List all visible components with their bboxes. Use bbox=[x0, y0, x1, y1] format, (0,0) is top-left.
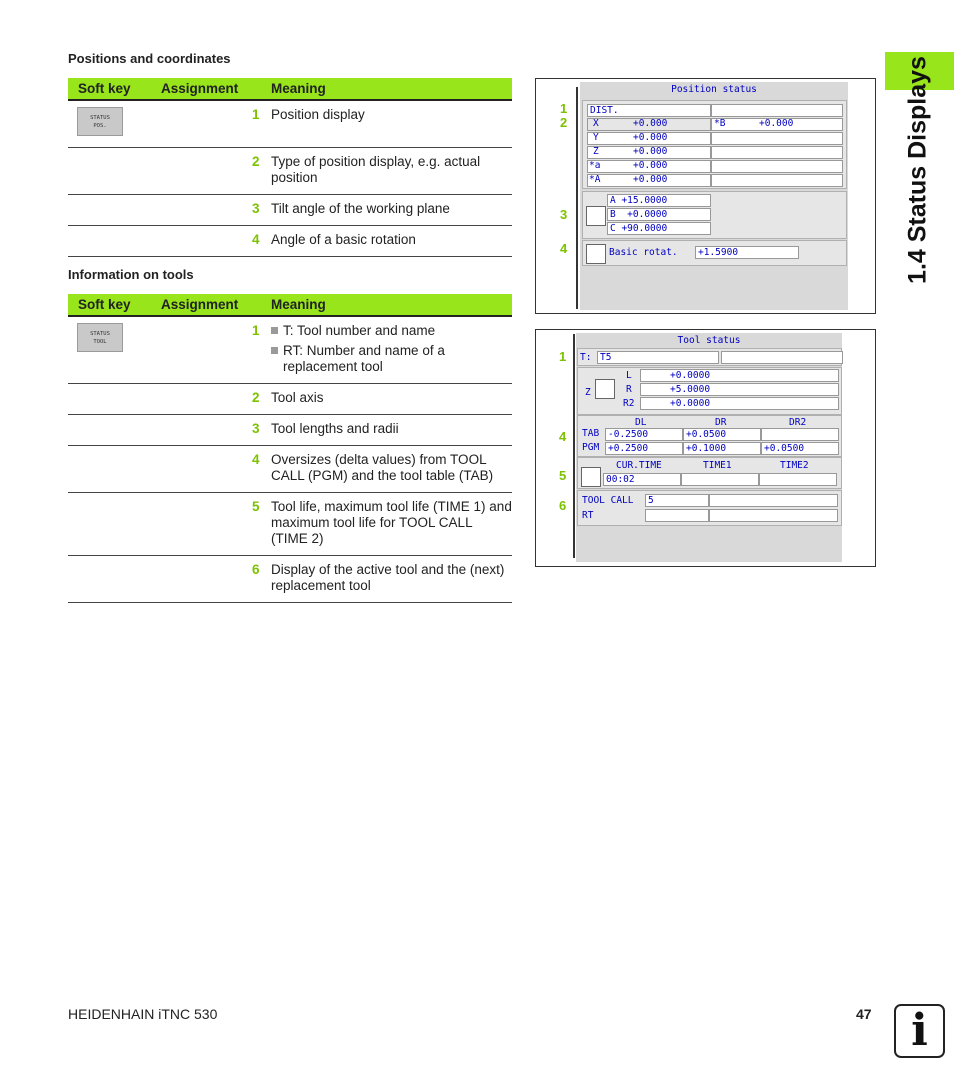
info-icon: i bbox=[894, 1004, 945, 1058]
tool-life-icon bbox=[581, 467, 601, 487]
meaning-text: Tool lengths and radii bbox=[271, 415, 512, 446]
basic-rotation-icon bbox=[586, 244, 606, 264]
meaning-text: Tilt angle of the working plane bbox=[271, 194, 512, 225]
table-row bbox=[68, 556, 512, 603]
table-row bbox=[68, 384, 512, 415]
table-row bbox=[68, 446, 512, 493]
col-assignment: Assignment bbox=[161, 294, 271, 316]
table-row bbox=[68, 493, 512, 556]
table-row bbox=[68, 316, 512, 384]
assignment-number: 1 bbox=[161, 100, 271, 147]
footer-product: HEIDENHAIN iTNC 530 bbox=[68, 1006, 218, 1022]
table-row bbox=[68, 415, 512, 446]
positions-table bbox=[68, 78, 512, 257]
assignment-number: 1 bbox=[161, 316, 271, 384]
status-tool-softkey[interactable]: STATUS TOOL bbox=[77, 323, 123, 352]
assignment-number: 3 bbox=[161, 415, 271, 446]
assignment-number: 4 bbox=[161, 446, 271, 493]
table-row bbox=[68, 194, 512, 225]
meaning-text: Tool axis bbox=[271, 384, 512, 415]
assignment-number: 5 bbox=[161, 493, 271, 556]
tilt-plane-icon bbox=[586, 206, 606, 226]
col-softkey: Soft key bbox=[68, 294, 161, 316]
screen-title: Tool status bbox=[677, 335, 741, 346]
tool-axis-icon bbox=[595, 379, 615, 399]
meaning-text: Angle of a basic rotation bbox=[271, 225, 512, 256]
section-title: 1.4 Status Displays bbox=[903, 56, 932, 284]
meaning-text: Type of position display, e.g. actual position bbox=[271, 147, 512, 194]
meaning-text: Position display bbox=[271, 100, 512, 147]
dist-label: DIST. bbox=[587, 104, 711, 117]
page-number: 47 bbox=[856, 1006, 872, 1022]
assignment-number: 3 bbox=[161, 194, 271, 225]
positions-heading: Positions and coordinates bbox=[68, 51, 231, 66]
meaning-text: Display of the active tool and the (next) replacement tool bbox=[271, 556, 512, 603]
tool-status-figure: 1 4 5 6 Tool status T: T5 Z L +0.0000 R +5.0000 R2 +0.0000 DL DR DR2 TAB -0.2500 +0.0500 PGM +0.2500 +0.1000 +0.0500 CUR.TIME TIME1 TIME2 00:02 TOOL CALL 5 RT bbox=[535, 329, 876, 567]
meaning-text: Tool life, maximum tool life (TIME 1) and maximum tool life for TOOL CALL (TIME 2) bbox=[271, 493, 512, 556]
tools-heading: Information on tools bbox=[68, 267, 194, 282]
assignment-number: 2 bbox=[161, 384, 271, 415]
assignment-number: 6 bbox=[161, 556, 271, 603]
table-row bbox=[68, 100, 512, 147]
tool-status-screen: Tool status T: T5 Z L +0.0000 R +5.0000 R2 +0.0000 DL DR DR2 TAB -0.2500 +0.0500 PGM +0.2500 +0.1000 +0.0500 CUR.TIME TIME1 TIME2 00:02 TOOL CALL 5 RT bbox=[576, 333, 842, 562]
meaning-text: Oversizes (delta values) from TOOL CALL (PGM) and the tool table (TAB) bbox=[271, 446, 512, 493]
bullet-icon bbox=[271, 327, 278, 334]
tools-table bbox=[68, 294, 512, 603]
col-meaning: Meaning bbox=[271, 294, 512, 316]
assignment-number: 2 bbox=[161, 147, 271, 194]
table-row bbox=[68, 147, 512, 194]
bullet-icon bbox=[271, 347, 278, 354]
screen-title: Position status bbox=[671, 84, 757, 95]
table-row bbox=[68, 225, 512, 256]
assignment-number: 4 bbox=[161, 225, 271, 256]
position-status-screen: Position status DIST. X +0.000 *B +0.000 Y +0.000 Z +0.000 *a +0.000 *A +0.000 A +15.0000 B +0.0000 C +90.0000 Basic rotat. +1.5900 bbox=[580, 82, 848, 310]
position-status-figure: 1 2 3 4 Position status DIST. X +0.000 *B +0.000 Y +0.000 Z +0.000 *a +0.000 *A +0.000 A +15.0000 B +0.0000 C +90.0000 Basic rotat. +1.5900 bbox=[535, 78, 876, 314]
meaning-text: T: Tool number and name RT: Number and name of a replacement tool bbox=[271, 316, 512, 384]
col-meaning: Meaning bbox=[271, 78, 512, 100]
col-assignment: Assignment bbox=[161, 78, 271, 100]
col-softkey: Soft key bbox=[68, 78, 161, 100]
status-pos-softkey[interactable]: STATUS POS. bbox=[77, 107, 123, 136]
